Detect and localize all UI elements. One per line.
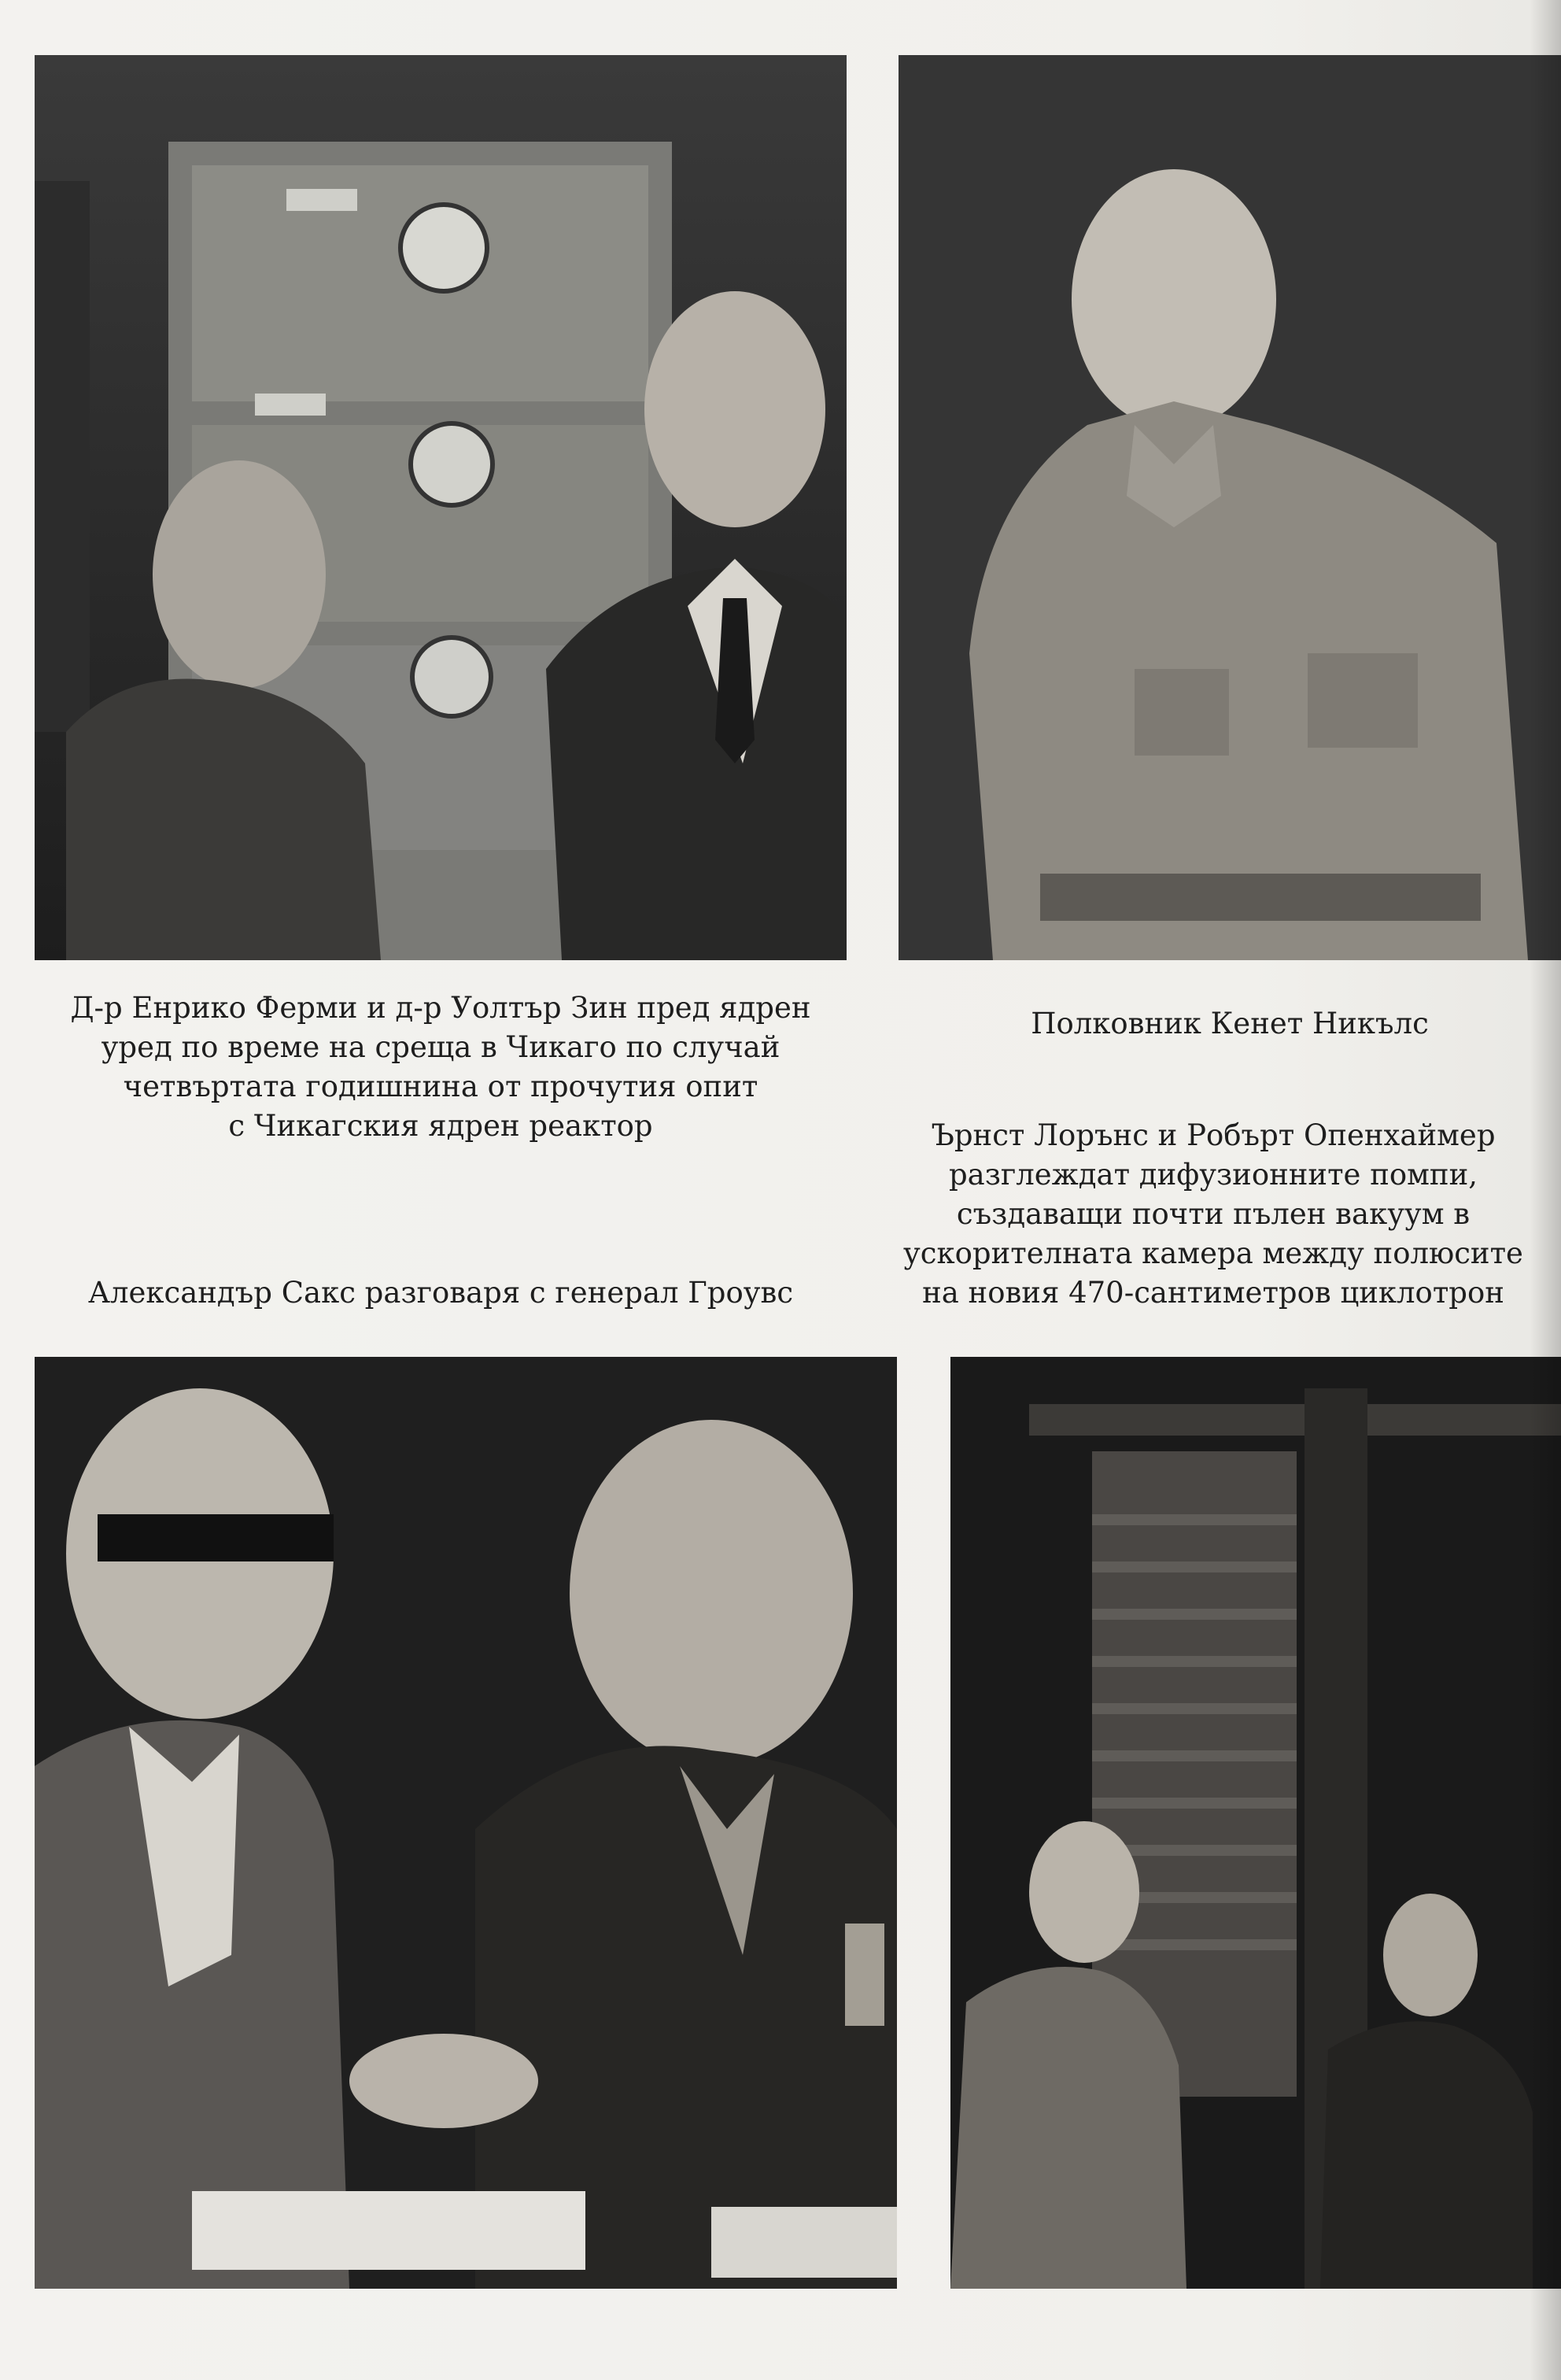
photo-fermi-zinn bbox=[35, 55, 847, 960]
sachs-groves-image bbox=[35, 1357, 897, 2289]
nichols-image bbox=[899, 55, 1561, 960]
photo-nichols bbox=[899, 55, 1561, 960]
lawrence-oppenheimer-image bbox=[950, 1357, 1561, 2289]
caption-fermi-zinn: Д-р Енрико Ферми и д-р Уолтър Зин пред ядрен уред по време на среща в Чикаго по случай четвъртата годишнина от прочутия опит с Чикагския ядрен реактор bbox=[70, 991, 811, 1143]
fermi-zinn-image bbox=[35, 55, 847, 960]
page-edge-shadow bbox=[1530, 0, 1561, 2380]
photo-sachs-groves bbox=[35, 1357, 897, 2289]
caption-sachs-groves: Александър Сакс разговаря с генерал Гроувс bbox=[87, 1276, 794, 1310]
photo-lawrence-oppenheimer bbox=[950, 1357, 1561, 2289]
caption-nichols: Полковник Кенет Никълс bbox=[1031, 1007, 1429, 1040]
caption-lawrence-oppenheimer: Ърнст Лорънс и Робърт Опенхаймер разглеждат дифузионните помпи, създаващи почти пълен вакуум в ускорителната камера между полюсите на новия 470-сантиметров циклотрон bbox=[903, 1118, 1523, 1310]
